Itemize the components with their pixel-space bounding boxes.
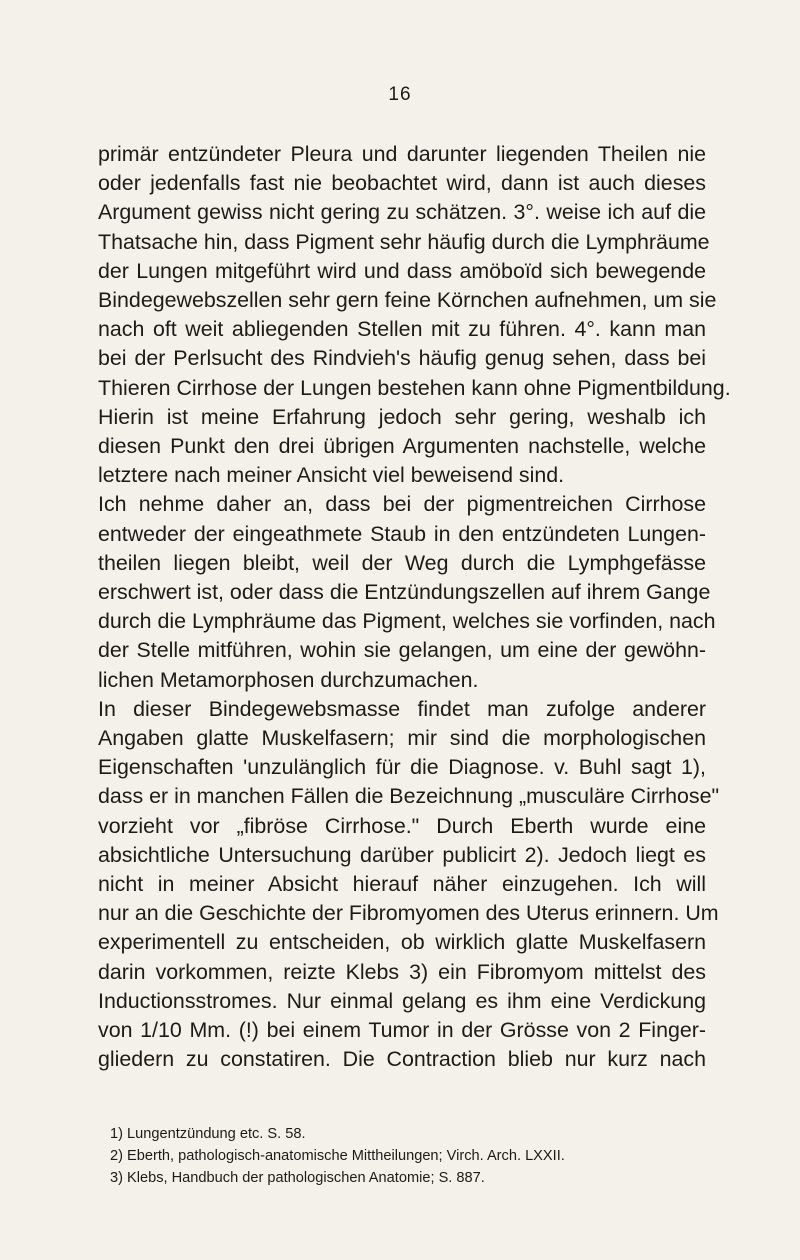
text-line: Eigenschaften 'unzulänglich für die Diagnose. v. Buhl sagt 1), [98,755,706,780]
footnote: 2) Eberth, pathologisch-anatomische Mittheilungen; Virch. Arch. LXXII. [110,1148,565,1164]
text-line: von 1/10 Mm. (!) bei einem Tumor in der Grösse von 2 Finger- [98,1018,706,1043]
text-line: Ich nehme daher an, dass bei der pigmentreichen Cirrhose [98,492,706,517]
text-line: darin vorkommen, reizte Klebs 3) ein Fibromyom mittelst des [98,959,706,984]
footnote: 1) Lungentzündung etc. S. 58. [110,1126,306,1142]
text-line: nicht in meiner Absicht hierauf näher einzugehen. Ich will [98,872,706,897]
text-line: absichtliche Untersuchung darüber publicirt 2). Jedoch liegt es [98,842,706,867]
text-line: erschwert ist, oder dass die Entzündungszellen auf ihrem Gange [98,580,711,605]
paragraph-3 [98,695,720,1075]
text-line: der Lungen mitgeführt wird und dass amöboïd sich bewegende [98,258,706,283]
text-line: In dieser Bindegewebsmasse findet man zufolge anderer [98,696,706,721]
text-line: der Stelle mitführen, wohin sie gelangen, um eine der gewöhn- [98,638,706,663]
text-line: Thieren Cirrhose der Lungen bestehen kann ohne Pigmentbildung. [98,375,731,400]
body-text [98,140,731,1075]
text-line: gliedern zu constatiren. Die Contraction blieb nur kurz nach [98,1047,706,1072]
paragraph-1 [98,140,731,490]
text-line: Argument gewiss nicht gering zu schätzen. 3°. weise ich auf die [98,200,706,225]
text-line: durch die Lymphräume das Pigment, welches sie vorfinden, nach [98,609,716,634]
text-line: experimentell zu entscheiden, ob wirklich glatte Muskelfasern [98,930,706,955]
page-number: 16 [388,84,412,105]
text-line: vorzieht vor „fibröse Cirrhose." Durch Eberth wurde eine [98,813,706,838]
text-line: Hierin ist meine Erfahrung jedoch sehr gering, weshalb ich [98,404,706,429]
paragraph-2 [98,490,716,694]
text-line: Angaben glatte Muskelfasern; mir sind die morphologischen [98,726,706,751]
text-line: Thatsache hin, dass Pigment sehr häufig durch die Lymphräume [98,229,710,254]
text-line: Bindegewebszellen sehr gern feine Körnchen aufnehmen, um sie [98,288,717,313]
text-line: lichen Metamorphosen durchzumachen. [98,667,479,692]
text-line: entweder der eingeathmete Staub in den entzündeten Lungen- [98,521,706,546]
text-line: dass er in manchen Fällen die Bezeichnung „musculäre Cirrhose" [98,784,720,809]
text-line: letztere nach meiner Ansicht viel beweisend sind. [98,463,565,488]
text-line: bei der Perlsucht des Rindvieh's häufig genug sehen, dass bei [98,346,706,371]
text-line: nach oft weit abliegenden Stellen mit zu führen. 4°. kann man [98,317,706,342]
text-line: theilen liegen bleibt, weil der Weg durch die Lymphgefässe [98,550,706,575]
text-line: nur an die Geschichte der Fibromyomen des Uterus erinnern. Um [98,901,719,926]
footnotes [110,1123,710,1189]
text-line: Inductionsstromes. Nur einmal gelang es ihm eine Verdickung [98,988,706,1013]
text-line: diesen Punkt den drei übrigen Argumenten nachstelle, welche [98,434,706,459]
text-line: oder jedenfalls fast nie beobachtet wird, dann ist auch dieses [98,171,706,196]
footnote: 3) Klebs, Handbuch der pathologischen Anatomie; S. 887. [110,1170,485,1186]
text-line: primär entzündeter Pleura und darunter liegenden Theilen nie [98,142,706,166]
